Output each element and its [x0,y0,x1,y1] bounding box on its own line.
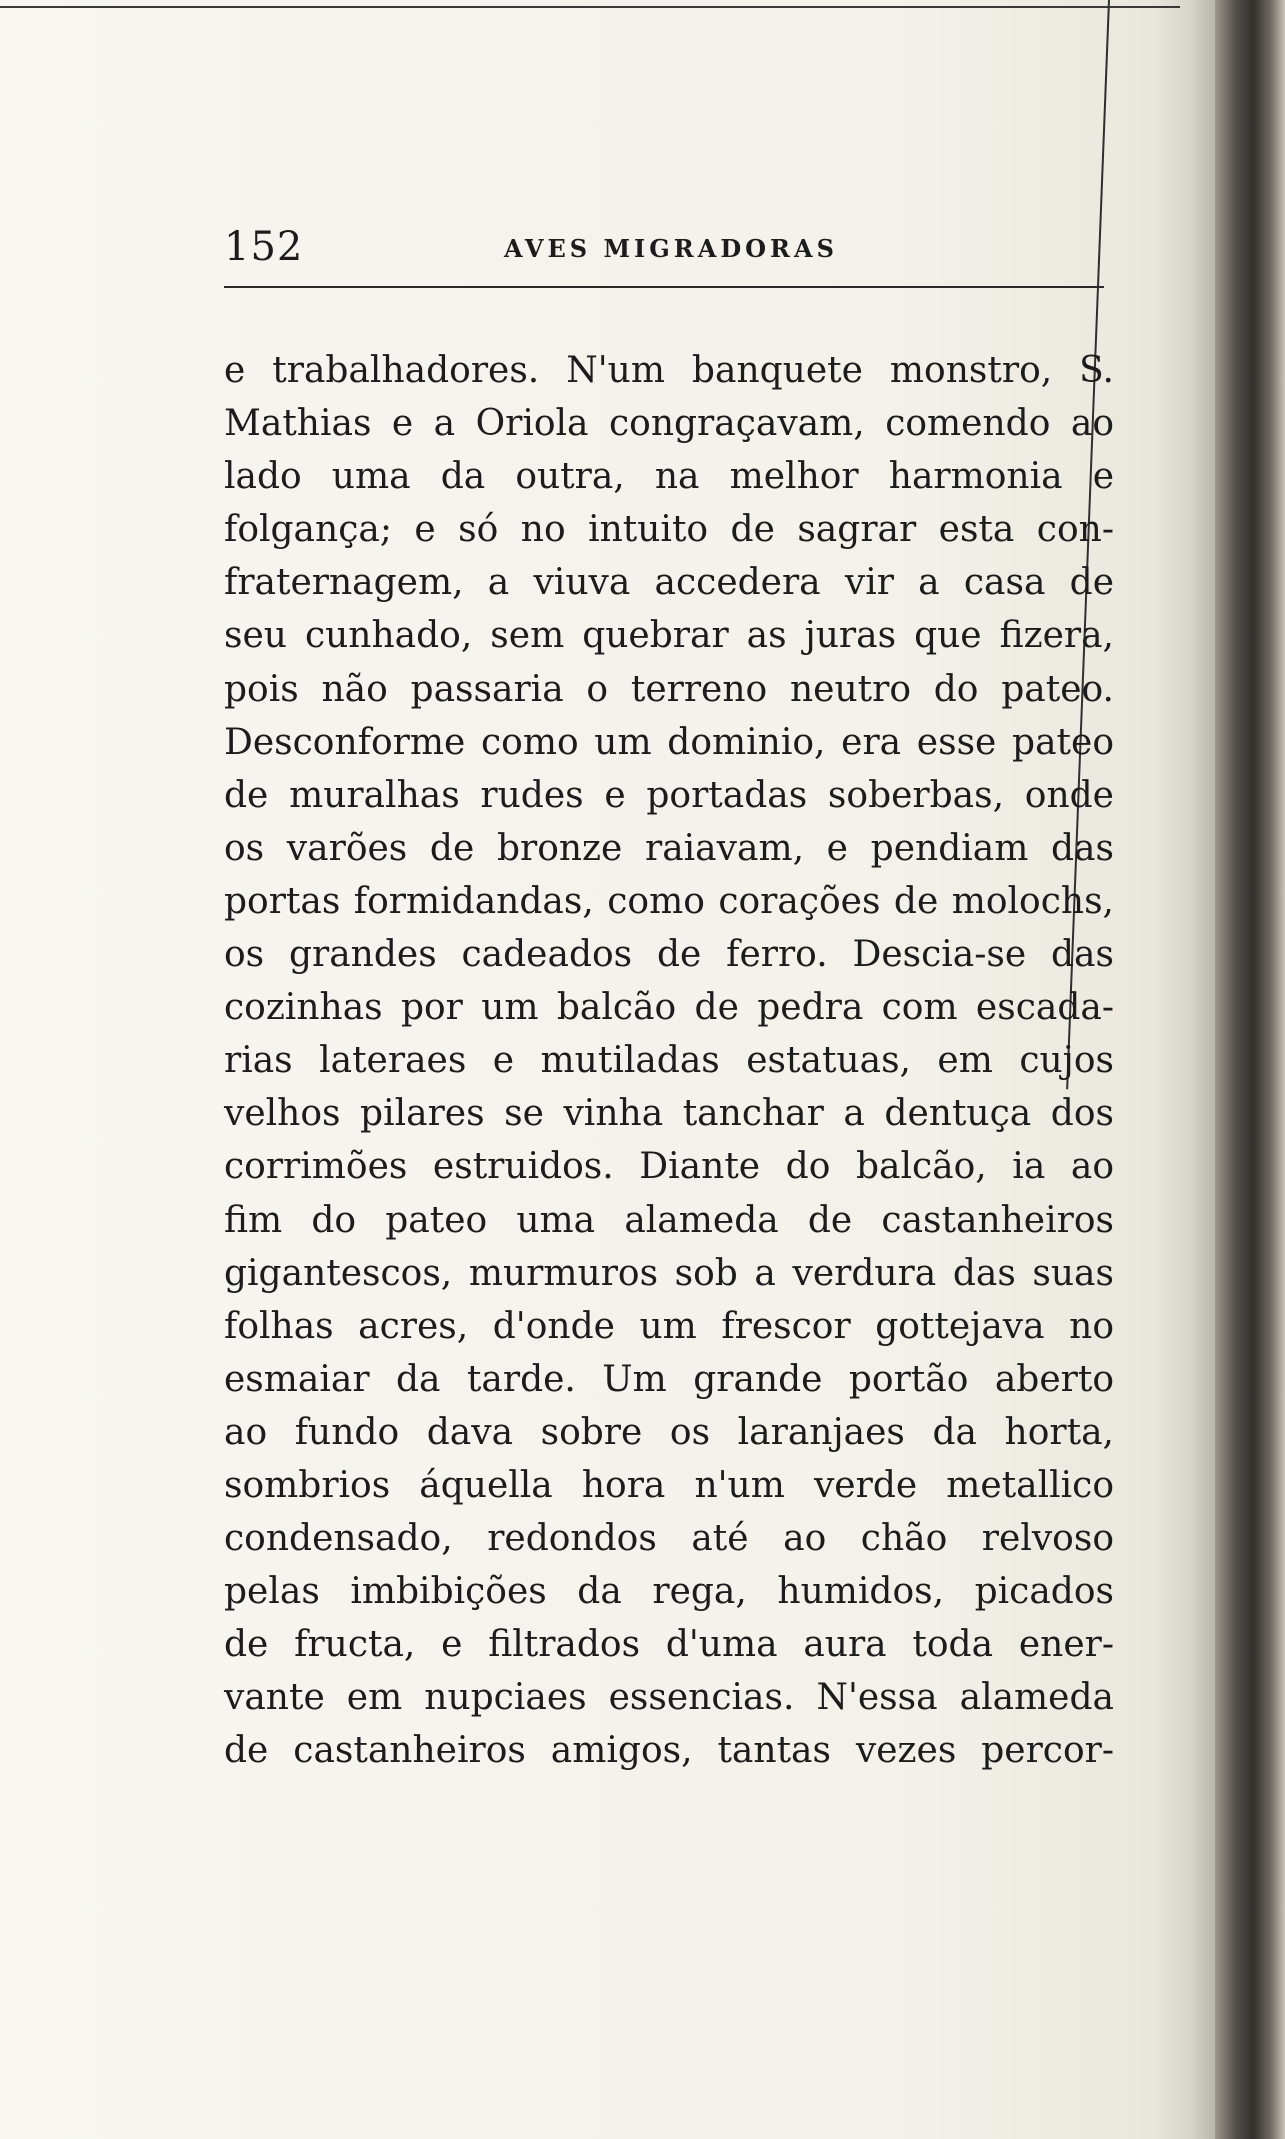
text-line: condensado, redondos até ao chão relvoso [224,1518,1114,1560]
text-line: velhos pilares se vinha tanchar a dentuça dos [224,1093,1114,1135]
text-line: fim do pateo uma alameda de castanheiros [224,1199,1114,1241]
text-line: os varões de bronze raiavam, e pendiam das [224,827,1114,869]
text-line: sombrios áquella hora n'um verde metallico [224,1464,1114,1506]
text-line: cozinhas por um balcão de pedra com escada- [224,987,1114,1029]
header-rule [224,286,1104,288]
text-line: gigantescos, murmuros sob a verdura das suas [224,1252,1114,1294]
text-line: de muralhas rudes e portadas soberbas, onde [224,774,1114,816]
text-line: de castanheiros amigos, tantas vezes percor- [224,1730,1114,1772]
text-line: corrimões estruidos. Diante do balcão, ia ao [224,1146,1114,1188]
text-line: e trabalhadores. N'um banquete monstro, S. [224,350,1114,391]
body-text [224,344,1124,1778]
running-title: AVES MIGRADORAS [504,234,838,263]
scan-top-edge [0,6,1180,8]
book-spine [1215,0,1285,2139]
text-line: pois não passaria o terreno neutro do pateo. [224,668,1114,710]
text-line: Desconforme como um dominio, era esse pateo [224,721,1114,763]
text-line: portas formidandas, como corações de molochs, [224,880,1114,922]
text-line: folhas acres, d'onde um frescor gottejava no [224,1305,1114,1347]
text-line: de fructa, e filtrados d'uma aura toda ener- [224,1624,1114,1666]
text-line: lado uma da outra, na melhor harmonia e [224,456,1114,498]
page-number: 152 [224,224,304,270]
text-line: rias lateraes e mutiladas estatuas, em cujos [224,1040,1114,1082]
text-line: folgança; e só no intuito de sagrar esta con- [224,509,1114,551]
page-header [224,224,1104,274]
text-line: fraternagem, a viuva accedera vir a casa de [224,562,1114,604]
text-line: vante em nupciaes essencias. N'essa alameda [224,1677,1114,1719]
text-line: os grandes cadeados de ferro. Descia-se das [224,934,1114,976]
text-line: Mathias e a Oriola congraçavam, comendo ao [224,403,1114,445]
text-line: pelas imbibições da rega, humidos, picados [224,1571,1114,1613]
gutter-shadow [1155,0,1215,2139]
text-line: esmaiar da tarde. Um grande portão aberto [224,1358,1114,1400]
text-line: seu cunhado, sem quebrar as juras que fizera, [224,615,1114,657]
text-line: ao fundo dava sobre os laranjaes da horta, [224,1411,1114,1453]
